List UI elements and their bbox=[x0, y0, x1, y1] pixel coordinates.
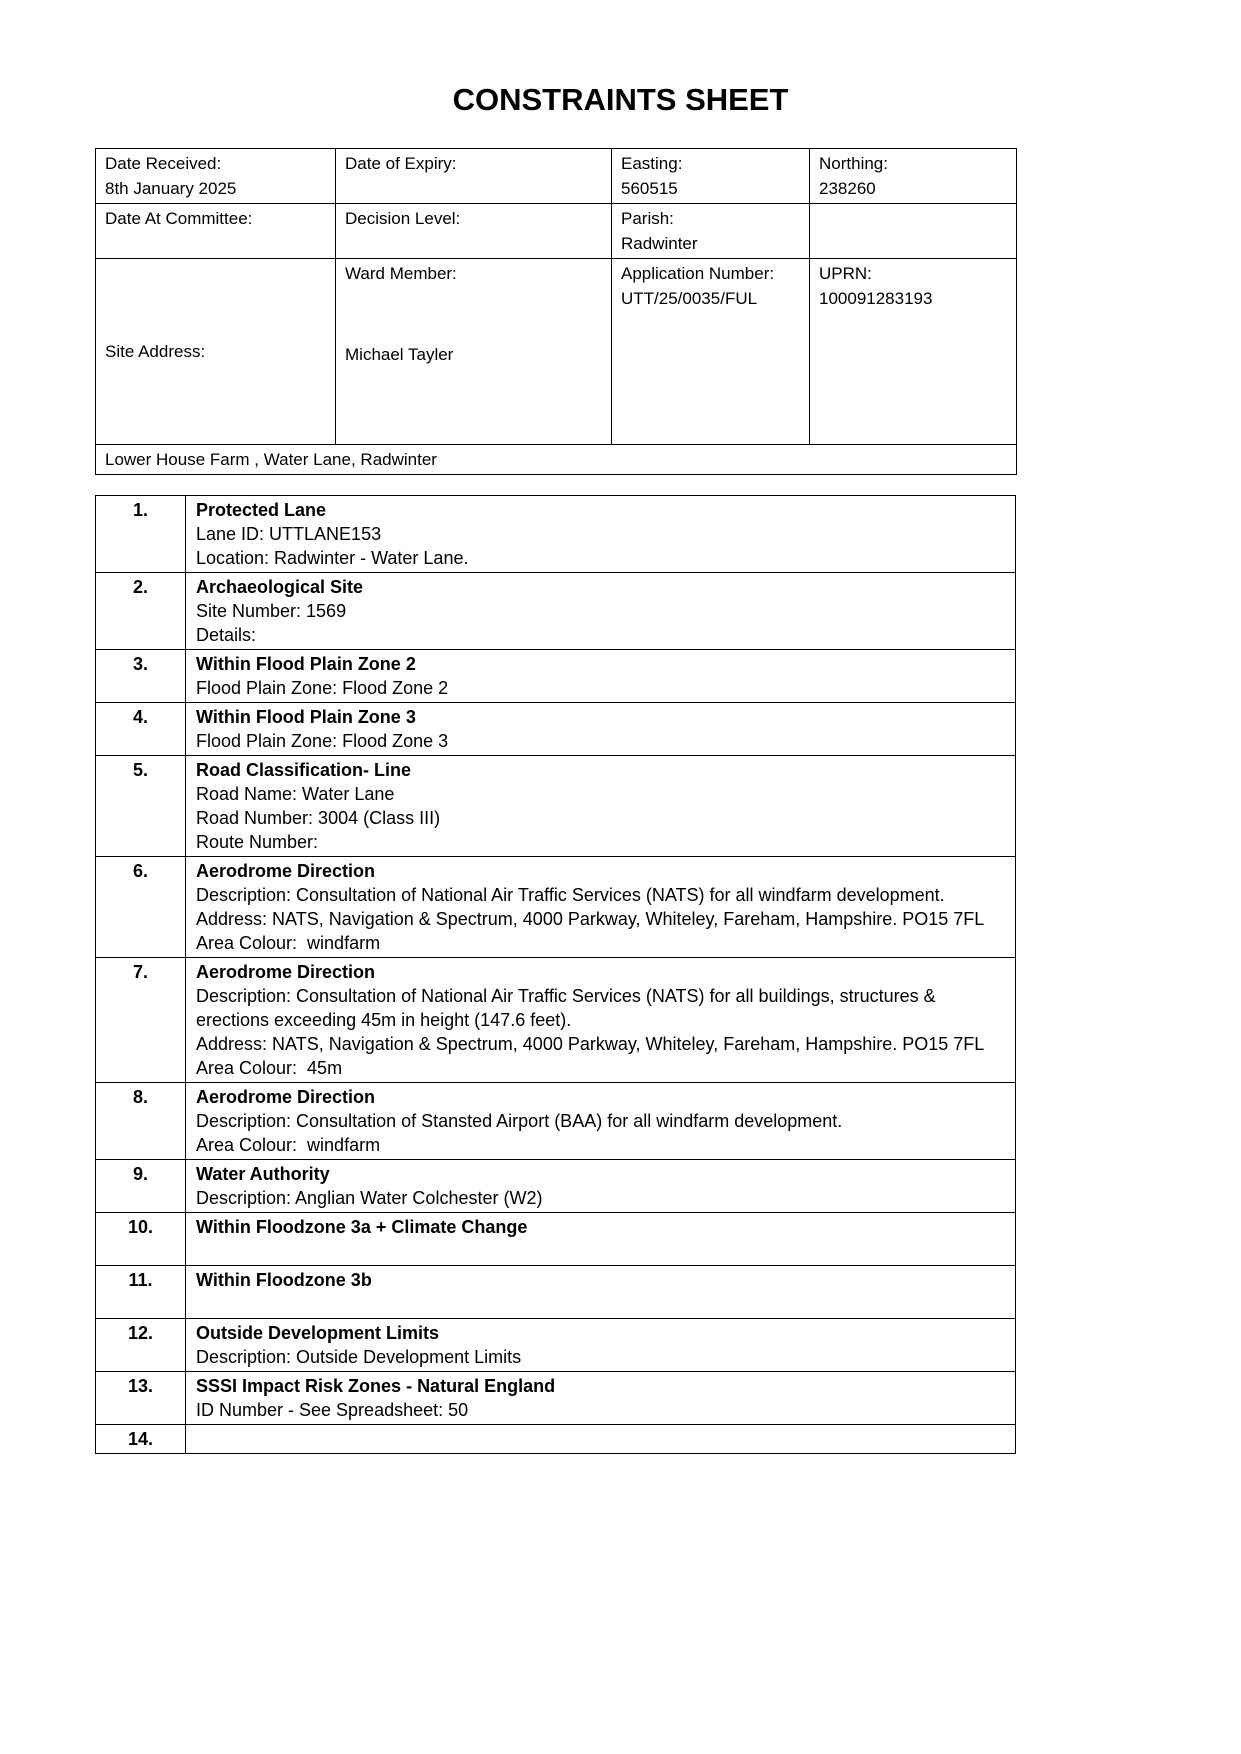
constraint-content bbox=[186, 1319, 1016, 1372]
page-title: CONSTRAINTS SHEET bbox=[452, 82, 789, 117]
header-table bbox=[95, 148, 1017, 475]
constraint-line: Road Number: 3004 (Class III) bbox=[196, 808, 441, 828]
date-at-committee-cell bbox=[96, 204, 336, 259]
constraint-number: 4. bbox=[96, 703, 186, 756]
easting-cell bbox=[612, 149, 810, 204]
constraint-line: Description: Consultation of Stansted Airport (BAA) for all windfarm development. bbox=[196, 1111, 843, 1131]
date-received-value: 8th January 2025 bbox=[105, 179, 237, 198]
constraint-title: Aerodrome Direction bbox=[196, 861, 376, 881]
constraint-number: 2. bbox=[96, 573, 186, 650]
date-at-committee-label: Date At Committee: bbox=[105, 209, 253, 228]
site-address-label: Site Address: bbox=[105, 342, 206, 361]
application-number-value: UTT/25/0035/FUL bbox=[621, 289, 758, 308]
constraint-row bbox=[96, 703, 1016, 756]
decision-level-label: Decision Level: bbox=[345, 209, 461, 228]
constraint-number: 7. bbox=[96, 958, 186, 1083]
constraint-number: 1. bbox=[96, 496, 186, 573]
constraint-number: 8. bbox=[96, 1083, 186, 1160]
constraint-content bbox=[186, 650, 1016, 703]
site-address-value: Lower House Farm , Water Lane, Radwinter bbox=[105, 450, 437, 469]
constraint-title: Within Flood Plain Zone 2 bbox=[196, 654, 416, 674]
constraint-content bbox=[186, 496, 1016, 573]
header-empty-cell bbox=[810, 204, 1017, 259]
constraint-content bbox=[186, 573, 1016, 650]
date-received-label: Date Received: bbox=[105, 154, 222, 173]
date-received-cell bbox=[96, 149, 336, 204]
constraint-content bbox=[186, 756, 1016, 857]
constraint-number: 5. bbox=[96, 756, 186, 857]
constraint-line: Area Colour: windfarm bbox=[196, 933, 381, 953]
northing-value: 238260 bbox=[819, 179, 876, 198]
constraint-line: ID Number - See Spreadsheet: 50 bbox=[196, 1400, 469, 1420]
constraint-number: 9. bbox=[96, 1160, 186, 1213]
header-row-2 bbox=[96, 204, 1017, 259]
constraint-row bbox=[96, 958, 1016, 1083]
constraint-line: Details: bbox=[196, 625, 257, 645]
constraint-row bbox=[96, 1319, 1016, 1372]
constraint-line bbox=[196, 1239, 1005, 1263]
parish-cell bbox=[612, 204, 810, 259]
constraint-number: 6. bbox=[96, 857, 186, 958]
constraint-title: Within Floodzone 3a + Climate Change bbox=[196, 1217, 528, 1237]
northing-cell bbox=[810, 149, 1017, 204]
constraint-line: Description: Anglian Water Colchester (W2) bbox=[196, 1188, 543, 1208]
date-of-expiry-cell bbox=[336, 149, 612, 204]
constraint-line bbox=[196, 1292, 1005, 1316]
easting-value: 560515 bbox=[621, 179, 678, 198]
constraint-title: Aerodrome Direction bbox=[196, 1087, 376, 1107]
constraint-title: Within Floodzone 3b bbox=[196, 1270, 372, 1290]
constraint-title: Protected Lane bbox=[196, 500, 327, 520]
date-of-expiry-label: Date of Expiry: bbox=[345, 154, 457, 173]
ward-member-value: Michael Tayler bbox=[345, 345, 454, 364]
constraint-content bbox=[186, 1160, 1016, 1213]
constraint-title: Outside Development Limits bbox=[196, 1323, 440, 1343]
constraint-line: Location: Radwinter - Water Lane. bbox=[196, 548, 469, 568]
constraint-number: 12. bbox=[96, 1319, 186, 1372]
constraint-line: Description: Consultation of National Air Traffic Services (NATS) for all buildings, structures & erections exceeding 45m in height (147.6 feet). bbox=[196, 986, 941, 1030]
application-number-label: Application Number: bbox=[621, 264, 775, 283]
constraint-line: Lane ID: UTTLANE153 bbox=[196, 524, 382, 544]
constraint-line: Address: NATS, Navigation & Spectrum, 4000 Parkway, Whiteley, Fareham, Hampshire. PO15 7FL bbox=[196, 1034, 985, 1054]
constraint-line: Address: NATS, Navigation & Spectrum, 4000 Parkway, Whiteley, Fareham, Hampshire. PO15 7FL bbox=[196, 909, 985, 929]
constraint-row bbox=[96, 1213, 1016, 1266]
constraint-number: 11. bbox=[96, 1266, 186, 1319]
site-address-label-cell bbox=[96, 259, 336, 445]
constraints-table bbox=[95, 495, 1016, 1454]
constraint-title: Road Classification- Line bbox=[196, 760, 412, 780]
constraint-line: Road Name: Water Lane bbox=[196, 784, 395, 804]
constraint-content bbox=[186, 958, 1016, 1083]
uprn-value: 100091283193 bbox=[819, 289, 933, 308]
constraint-title: Aerodrome Direction bbox=[196, 962, 376, 982]
constraint-row bbox=[96, 496, 1016, 573]
header-row-1 bbox=[96, 149, 1017, 204]
uprn-cell bbox=[810, 259, 1017, 445]
constraint-content bbox=[186, 1083, 1016, 1160]
constraint-number: 14. bbox=[96, 1425, 186, 1454]
constraint-row bbox=[96, 573, 1016, 650]
constraint-number: 10. bbox=[96, 1213, 186, 1266]
ward-member-label: Ward Member: bbox=[345, 264, 457, 283]
constraint-line: Description: Outside Development Limits bbox=[196, 1347, 522, 1367]
constraint-line: Description: Consultation of National Air Traffic Services (NATS) for all windfarm development. bbox=[196, 885, 945, 905]
constraint-row bbox=[96, 1160, 1016, 1213]
constraint-content bbox=[186, 703, 1016, 756]
constraint-content bbox=[186, 1266, 1016, 1319]
constraint-row bbox=[96, 1083, 1016, 1160]
easting-label: Easting: bbox=[621, 154, 683, 173]
constraint-row bbox=[96, 1266, 1016, 1319]
constraint-line: Area Colour: 45m bbox=[196, 1058, 343, 1078]
constraint-title bbox=[196, 1427, 1005, 1451]
constraint-row bbox=[96, 1372, 1016, 1425]
parish-label: Parish: bbox=[621, 209, 674, 228]
constraint-content bbox=[186, 857, 1016, 958]
northing-label: Northing: bbox=[819, 154, 888, 173]
constraint-title: Archaeological Site bbox=[196, 577, 364, 597]
decision-level-cell bbox=[336, 204, 612, 259]
constraint-row bbox=[96, 857, 1016, 958]
constraint-line: Route Number: bbox=[196, 832, 319, 852]
constraint-title: Within Flood Plain Zone 3 bbox=[196, 707, 416, 727]
constraint-row bbox=[96, 756, 1016, 857]
constraint-row bbox=[96, 650, 1016, 703]
constraint-line: Area Colour: windfarm bbox=[196, 1135, 381, 1155]
constraint-line: Site Number: 1569 bbox=[196, 601, 347, 621]
parish-value: Radwinter bbox=[621, 234, 698, 253]
uprn-label: UPRN: bbox=[819, 264, 872, 283]
constraint-content bbox=[186, 1425, 1016, 1454]
constraint-line: Flood Plain Zone: Flood Zone 2 bbox=[196, 678, 449, 698]
ward-member-cell bbox=[336, 259, 612, 445]
header-row-4 bbox=[96, 445, 1017, 475]
header-row-3 bbox=[96, 259, 1017, 445]
constraint-number: 3. bbox=[96, 650, 186, 703]
constraint-content bbox=[186, 1213, 1016, 1266]
constraint-line: Flood Plain Zone: Flood Zone 3 bbox=[196, 731, 449, 751]
application-number-cell bbox=[612, 259, 810, 445]
constraint-title: SSSI Impact Risk Zones - Natural England bbox=[196, 1376, 556, 1396]
constraint-row bbox=[96, 1425, 1016, 1454]
constraint-title: Water Authority bbox=[196, 1164, 330, 1184]
constraint-number: 13. bbox=[96, 1372, 186, 1425]
site-address-value-cell bbox=[96, 445, 1017, 475]
constraint-content bbox=[186, 1372, 1016, 1425]
